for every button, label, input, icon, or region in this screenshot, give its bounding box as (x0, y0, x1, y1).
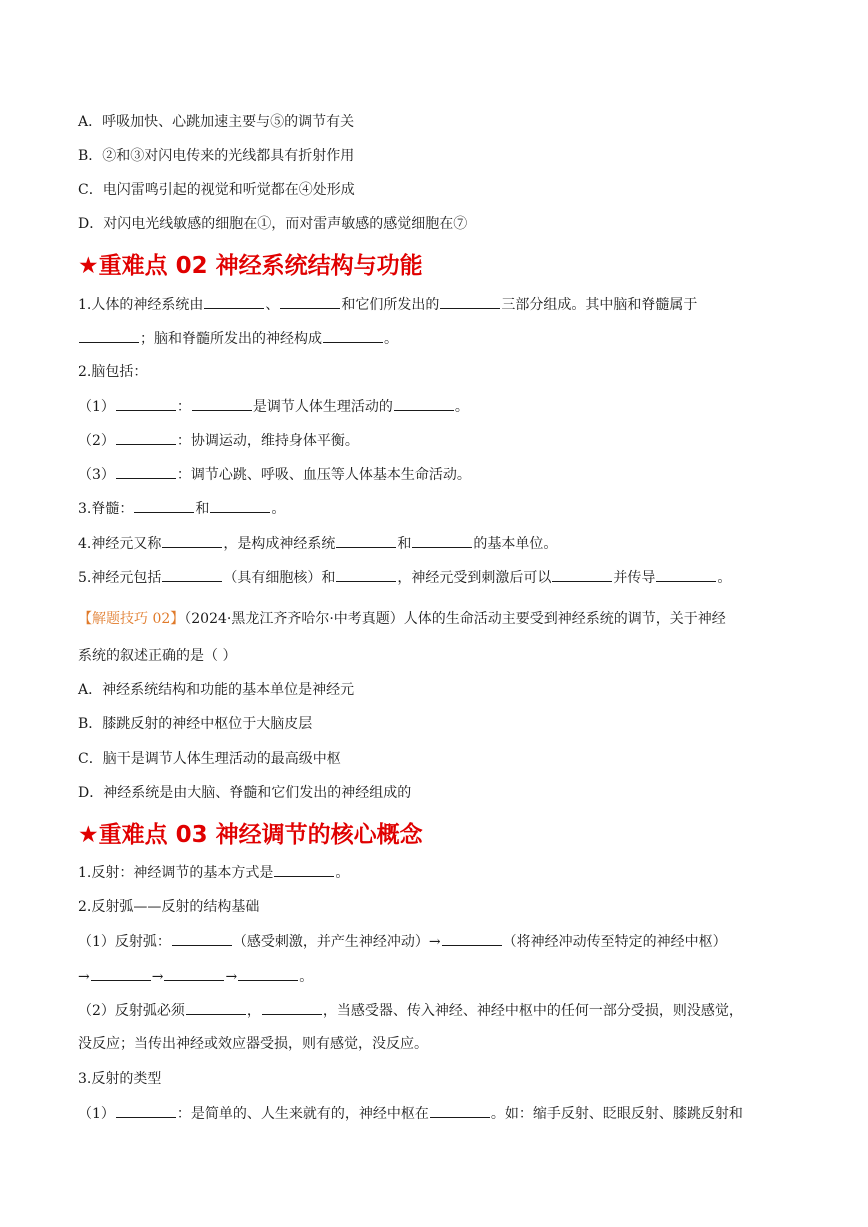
tip-02-option-a: A．神经系统结构和功能的基本单位是神经元 (78, 682, 355, 698)
tip-02-question: 【解题技巧 02】（2024·黑龙江齐齐哈尔·中考真题）人体的生命活动主要受到神经系统的调节，关于神经 (78, 611, 726, 627)
tip-02-option-c: C．脑干是调节人体生理活动的最高级中枢 (78, 751, 341, 767)
q1-option-b: B．②和③对闪电传来的光线都具有折射作用 (78, 148, 355, 164)
s3-item-2-1-line-2: → → → 。 (78, 966, 828, 987)
s3-item-3: 3.反射的类型 (78, 1071, 162, 1087)
tip-02-option-d: D．神经系统是由大脑、脊髓和它们发出的神经组成的 (78, 785, 412, 801)
s3-item-2-2-line-1: （2）反射弧必须 ， ，当感受器、传入神经、神经中枢中的任何一部分受损，则没感觉， (78, 1000, 828, 1021)
tip-label: 【解题技巧 02】 (78, 611, 185, 627)
tip-02-question-cont: 系统的叙述正确的是（ ） (78, 648, 237, 664)
s3-item-2-1-line-1: （1）反射弧： （感受刺激，并产生神经冲动）→ （将神经冲动传至特定的神经中枢） (78, 931, 828, 952)
s3-item-1: 1.反射：神经调节的基本方式是 。 (78, 862, 828, 883)
s3-item-2: 2.反射弧——反射的结构基础 (78, 899, 260, 915)
s2-item-4: 4.神经元又称 ，是构成神经系统 和 的基本单位。 (78, 533, 828, 554)
s2-item-1-line-1: 1.人体的神经系统由 、 和它们所发出的 三部分组成。其中脑和脊髓属于 (78, 294, 828, 315)
q1-option-a: A．呼吸加快、心跳加速主要与⑤的调节有关 (78, 114, 355, 130)
s2-item-2-2: （2） ：协调运动，维持身体平衡。 (78, 430, 828, 451)
s3-item-2-2-line-2: 没反应；当传出神经或效应器受损，则有感觉，没反应。 (78, 1036, 428, 1052)
section-heading-02: ★重难点 02 神经系统结构与功能 (78, 253, 423, 279)
s3-item-3-1: （1） ：是简单的、人生来就有的，神经中枢在 。如：缩手反射、眨眼反射、膝跳反射和 (78, 1103, 828, 1124)
s2-item-2: 2.脑包括： (78, 364, 148, 380)
s2-item-3: 3.脊髓： 和 。 (78, 498, 828, 519)
tip-02-option-b: B．膝跳反射的神经中枢位于大脑皮层 (78, 716, 313, 732)
q1-option-d: D．对闪电光线敏感的细胞在①，而对雷声敏感的感觉细胞在⑦ (78, 216, 468, 232)
s2-item-5: 5.神经元包括 （具有细胞核）和 ，神经元受到刺激后可以 并传导 。 (78, 567, 828, 588)
s2-item-2-1: （1） ： 是调节人体生理活动的 。 (78, 396, 828, 417)
q1-option-c: C．电闪雷鸣引起的视觉和听觉都在④处形成 (78, 182, 355, 198)
s2-item-1-line-2: ；脑和脊髓所发出的神经构成 。 (78, 328, 828, 349)
section-heading-03: ★重难点 03 神经调节的核心概念 (78, 822, 423, 848)
s2-item-2-3: （3） ：调节心跳、呼吸、血压等人体基本生命活动。 (78, 464, 828, 485)
